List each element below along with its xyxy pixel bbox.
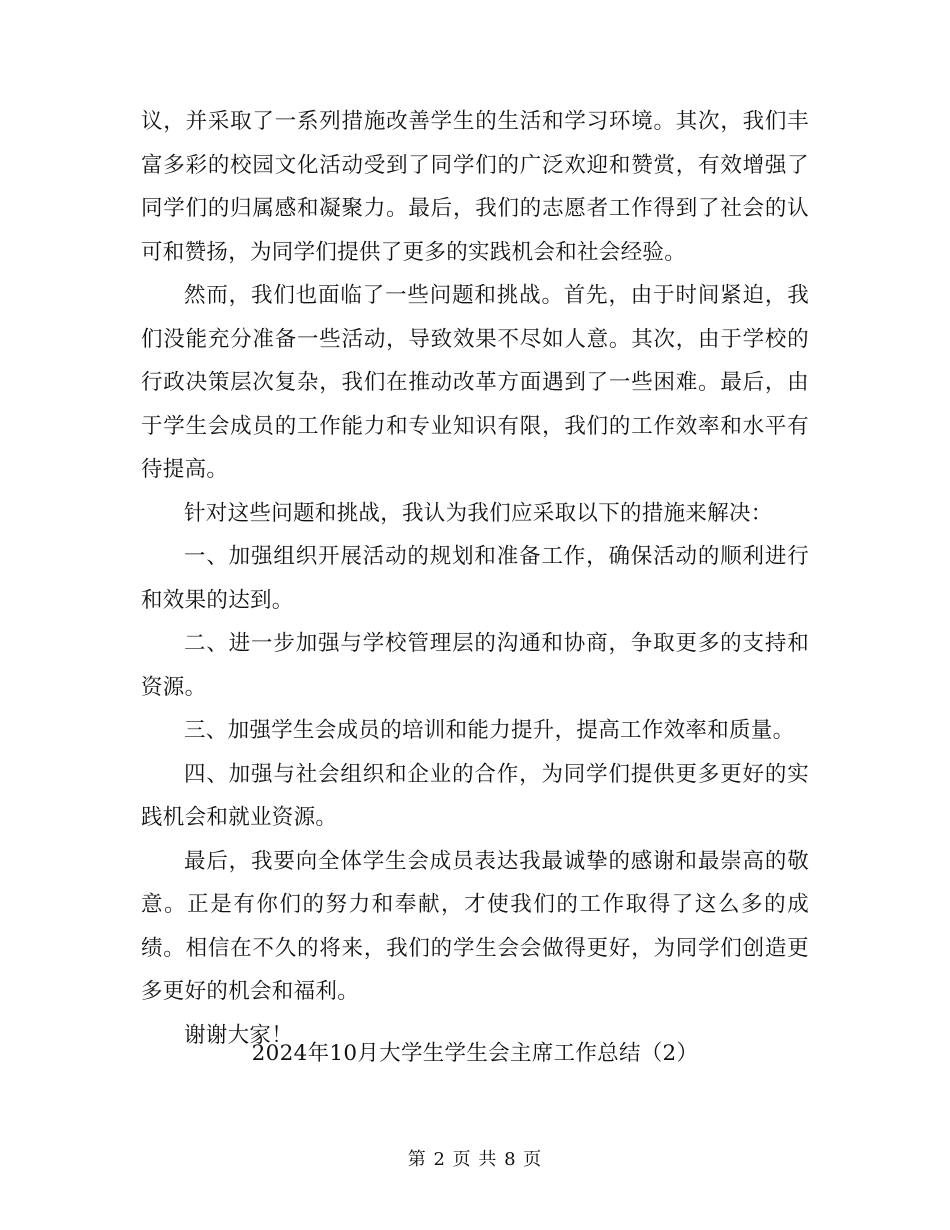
paragraph-thanks: 谢谢大家！ <box>184 1022 294 1048</box>
list-item-measure-3: 三、加强学生会成员的培训和能力提升，提高工作效率和质量。 <box>184 718 795 743</box>
paragraph-challenges: 然而，我们也面临了一些问题和挑战。首先，由于时间紧迫，我们没能充分准备一些活动，导致效果不尽如人意。其次，由于学校的行政决策层次复杂，我们在推动改革方面遇到了一些困难。最后，由于学生会成员的工作能力和专业知识有限，我们的工作效率和水平有待提高。 <box>141 283 809 482</box>
paragraph-gratitude: 最后，我要向全体学生会成员表达我最诚挚的感谢和最崇高的敬意。正是有你们的努力和奉献，才使我们的工作取得了这么多的成绩。相信在不久的将来，我们的学生会会做得更好，为同学们创造更多更好的机会和福利。 <box>141 848 809 1004</box>
list-item-measure-1: 一、加强组织开展活动的规划和准备工作，确保活动的顺利进行和效果的达到。 <box>141 544 809 613</box>
paragraph-continuation: 议，并采取了一系列措施改善学生的生活和学习环境。其次，我们丰富多彩的校园文化活动受到了同学们的广泛欢迎和赞赏，有效增强了同学们的归属感和凝聚力。最后，我们的志愿者工作得到了社会的认可和赞扬，为同学们提供了更多的实践机会和社会经验。 <box>141 109 809 265</box>
document-body <box>141 100 809 1057</box>
section-title: 2024年10月大学生学生会主席工作总结（2） <box>251 1041 699 1066</box>
list-item-measure-4: 四、加强与社会组织和企业的合作，为同学们提供更多更好的实践机会和就业资源。 <box>141 761 809 830</box>
paragraph-measures-intro: 针对这些问题和挑战，我认为我们应采取以下的措施来解决： <box>184 500 773 526</box>
page-number-footer: 第 2 页 共 8 页 <box>407 1149 543 1170</box>
list-item-measure-2: 二、进一步加强与学校管理层的沟通和协商，争取更多的支持和资源。 <box>141 631 809 700</box>
